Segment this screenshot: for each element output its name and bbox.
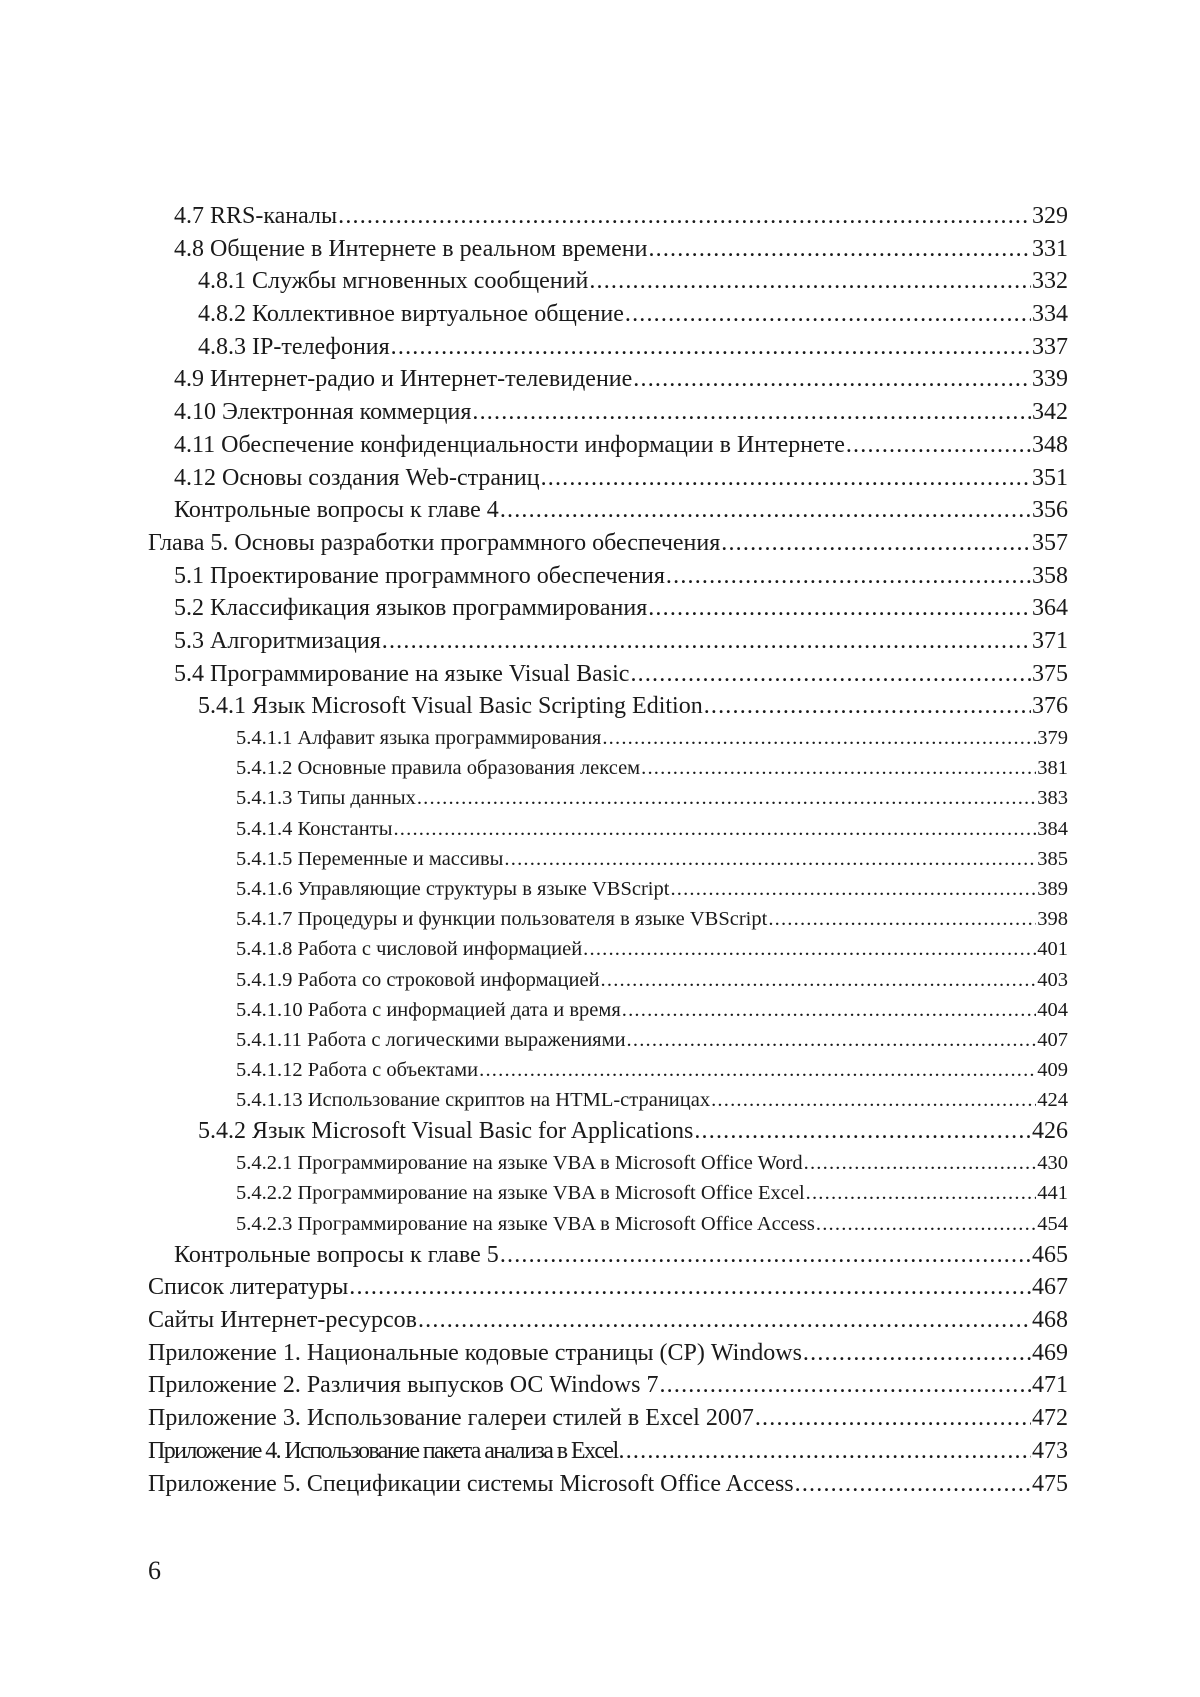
dot-leader: [625, 298, 1031, 331]
dot-leader: [711, 1085, 1036, 1115]
toc-entry: [148, 1178, 1068, 1208]
toc-entry: [148, 1025, 1068, 1055]
dot-leader: [472, 396, 1031, 429]
toc-entry-page: 472: [1032, 1405, 1068, 1432]
toc-entry: [148, 527, 1068, 560]
dot-leader: [806, 1178, 1037, 1208]
toc-entry-title: 4.8.3 IP-телефония: [198, 333, 390, 360]
toc-entry-title: Список литературы: [148, 1274, 349, 1301]
dot-leader: [500, 1239, 1031, 1272]
toc-entry: [148, 1369, 1068, 1402]
toc-entry-title: 4.7 RRS-каналы: [174, 203, 338, 229]
toc-entry-page: 364: [1032, 595, 1068, 622]
toc-entry: [148, 625, 1068, 658]
toc-entry-title: Приложение 1. Национальные кодовые страницы (CP) Windows: [148, 1339, 802, 1366]
dot-leader: [630, 658, 1031, 691]
toc-entry-title: 5.4.1.3 Типы данных: [236, 787, 416, 810]
toc-entry-page: 334: [1032, 301, 1068, 328]
toc-entry-page: 389: [1037, 877, 1068, 900]
dot-leader: [804, 1148, 1037, 1178]
toc-entry: [148, 783, 1068, 813]
dot-leader: [349, 1271, 1031, 1304]
dot-leader: [393, 814, 1036, 844]
dot-leader: [619, 1435, 1031, 1468]
toc-entry: [148, 1304, 1068, 1337]
toc-entry-page: 424: [1037, 1089, 1068, 1112]
dot-leader: [721, 527, 1031, 560]
toc-entry: [148, 1148, 1068, 1178]
dot-leader: [659, 1369, 1031, 1402]
toc-entry-page: 376: [1032, 693, 1068, 720]
toc-entry: [148, 396, 1068, 429]
toc-entry-title: 5.4.2 Язык Microsoft Visual Basic for Applications: [198, 1118, 694, 1145]
toc-entry-title: 4.10 Электронная коммерция: [174, 399, 472, 426]
toc-entry-title: Контрольные вопросы к главе 5: [174, 1241, 499, 1268]
toc-entry-page: 379: [1037, 727, 1068, 749]
toc-entry: [148, 298, 1068, 331]
toc-entry-title: 5.3 Алгоритмизация: [174, 627, 381, 654]
toc-entry-page: 381: [1037, 757, 1068, 780]
toc-entry: [148, 429, 1068, 462]
dot-leader: [666, 560, 1031, 593]
dot-leader: [500, 494, 1031, 527]
toc-entry-title: 5.1 Проектирование программного обеспечения: [174, 562, 665, 589]
toc-entry-page: 426: [1032, 1118, 1068, 1145]
toc-entry-page: 403: [1037, 968, 1068, 991]
toc-entry-title: Контрольные вопросы к главе 4: [174, 497, 499, 524]
toc-entry-title: 5.4.2.1 Программирование на языке VBA в Microsoft Office Word: [236, 1152, 803, 1175]
toc-entry-page: 351: [1032, 464, 1068, 491]
toc-entry-title: Приложение 4. Использование пакета анализа в Excel: [148, 1437, 618, 1464]
toc-entry: [148, 1055, 1068, 1085]
toc-entry-page: 357: [1032, 529, 1068, 556]
toc-entry: [148, 265, 1068, 298]
toc-entry-title: 4.12 Основы создания Web-страниц: [174, 464, 540, 491]
toc-entry-title: 4.8.2 Коллективное виртуальное общение: [198, 301, 624, 328]
toc-entry-page: 468: [1032, 1307, 1068, 1334]
dot-leader: [648, 592, 1031, 625]
dot-leader: [601, 965, 1037, 995]
toc-entry: [148, 658, 1068, 691]
toc-entry-page: 398: [1037, 908, 1068, 931]
toc-entry-title: 4.8 Общение в Интернете в реальном времени: [174, 235, 648, 262]
dot-leader: [418, 1304, 1031, 1337]
toc-entry: [148, 690, 1068, 723]
toc-entry-title: 5.4.1.4 Константы: [236, 817, 393, 840]
toc-entry: [148, 363, 1068, 396]
toc-entry: [148, 331, 1068, 364]
toc-entry: [148, 560, 1068, 593]
toc-entry-title: 4.11 Обеспечение конфиденциальности информации в Интернете: [174, 431, 845, 458]
dot-leader: [382, 625, 1031, 658]
toc-entry: [148, 995, 1068, 1025]
dot-leader: [583, 934, 1036, 964]
toc-entry-page: 329: [1032, 203, 1068, 229]
toc-entry-title: 5.4 Программирование на языке Visual Basic: [174, 660, 630, 687]
toc-entry: [148, 200, 1068, 233]
toc-entry-page: 371: [1032, 627, 1068, 654]
toc-entry: [148, 462, 1068, 495]
toc-entry: [148, 814, 1068, 844]
toc-entry-title: Глава 5. Основы разработки программного обеспечения: [148, 529, 721, 556]
dot-leader: [648, 233, 1031, 266]
toc-entry-title: 4.8.1 Службы мгновенных сообщений: [198, 268, 589, 295]
toc-entry-page: 384: [1037, 817, 1068, 840]
toc-entry-page: 409: [1037, 1059, 1068, 1082]
toc-entry-title: 5.4.1.10 Работа с информацией дата и время: [236, 998, 621, 1021]
dot-leader: [846, 429, 1031, 462]
toc-entry-title: 5.4.1.6 Управляющие структуры в языке VBScript: [236, 877, 670, 900]
toc-entry: [148, 1337, 1068, 1370]
dot-leader: [602, 723, 1036, 753]
toc-entry-page: 385: [1037, 847, 1068, 870]
dot-leader: [795, 1468, 1031, 1501]
toc-entry-page: 337: [1032, 333, 1068, 360]
toc-entry-title: Сайты Интернет-ресурсов: [148, 1307, 417, 1334]
dot-leader: [694, 1115, 1031, 1148]
toc-entry: [148, 904, 1068, 934]
toc-entry-page: 332: [1032, 268, 1068, 295]
toc-entry-page: 441: [1037, 1182, 1068, 1205]
toc-entry-page: 401: [1037, 938, 1068, 961]
toc-entry-page: 375: [1032, 660, 1068, 687]
toc-entry-title: 5.4.1.9 Работа со строковой информацией: [236, 968, 600, 991]
toc-entry-title: 5.4.1.8 Работа с числовой информацией: [236, 938, 583, 961]
toc-entry-page: 358: [1032, 562, 1068, 589]
toc-entry: [148, 723, 1068, 753]
toc-entry: [148, 874, 1068, 904]
toc-entry: [148, 1085, 1068, 1115]
toc-entry-page: 342: [1032, 399, 1068, 426]
toc-entry-page: 339: [1032, 366, 1068, 393]
toc-entry: [148, 1209, 1068, 1239]
toc-entry-title: 5.4.1.13 Использование скриптов на HTML-страницах: [236, 1089, 711, 1112]
toc-entry: [148, 1115, 1068, 1148]
dot-leader: [641, 753, 1036, 783]
toc-entry-title: 5.4.1.7 Процедуры и функции пользователя в языке VBScript: [236, 908, 768, 931]
dot-leader: [704, 690, 1031, 723]
toc-entry-page: 383: [1037, 787, 1068, 810]
toc-entry: [148, 844, 1068, 874]
toc-entry: [148, 1239, 1068, 1272]
dot-leader: [803, 1337, 1031, 1370]
toc-entry-page: 475: [1032, 1470, 1068, 1497]
toc-entry-title: 5.4.1.1 Алфавит языка программирования: [236, 727, 602, 749]
toc-entry-title: 4.9 Интернет-радио и Интернет-телевидение: [174, 366, 633, 393]
dot-leader: [391, 331, 1031, 364]
toc-entry: [148, 1402, 1068, 1435]
dot-leader: [633, 363, 1031, 396]
toc-entry-title: 5.4.1.2 Основные правила образования лексем: [236, 757, 641, 780]
table-of-contents: [148, 200, 1068, 1500]
toc-entry-title: Приложение 2. Различия выпусков ОС Windows 7: [148, 1372, 659, 1399]
toc-entry: [148, 934, 1068, 964]
toc-entry-page: 473: [1032, 1437, 1068, 1464]
dot-leader: [622, 995, 1036, 1025]
toc-entry-page: 454: [1037, 1212, 1068, 1235]
dot-leader: [755, 1402, 1031, 1435]
dot-leader: [417, 783, 1036, 813]
toc-entry-title: 5.4.1.12 Работа с объектами: [236, 1059, 479, 1082]
toc-entry: [148, 1271, 1068, 1304]
toc-entry: [148, 1468, 1068, 1501]
toc-entry-title: Приложение 5. Спецификации системы Microsoft Office Access: [148, 1470, 794, 1497]
page-number: 6: [148, 1556, 161, 1585]
toc-entry: [148, 592, 1068, 625]
toc-entry-page: 407: [1037, 1028, 1068, 1051]
toc-entry-title: 5.4.2.2 Программирование на языке VBA в Microsoft Office Excel: [236, 1182, 805, 1205]
toc-entry: [148, 1435, 1068, 1468]
toc-entry-page: 404: [1037, 998, 1068, 1021]
toc-entry-title: 5.4.1.11 Работа с логическими выражениями: [236, 1028, 626, 1051]
dot-leader: [627, 1025, 1037, 1055]
toc-entry-page: 469: [1032, 1339, 1068, 1366]
dot-leader: [589, 265, 1031, 298]
toc-entry-page: 430: [1037, 1152, 1068, 1175]
toc-entry: [148, 753, 1068, 783]
toc-entry: [148, 494, 1068, 527]
dot-leader: [816, 1209, 1036, 1239]
dot-leader: [504, 844, 1036, 874]
dot-leader: [768, 904, 1036, 934]
toc-entry-page: 465: [1032, 1241, 1068, 1268]
dot-leader: [670, 874, 1036, 904]
toc-entry-page: 467: [1032, 1274, 1068, 1301]
toc-entry-title: 5.4.1.5 Переменные и массивы: [236, 847, 504, 870]
toc-entry-title: 5.2 Классификация языков программирования: [174, 595, 648, 622]
dot-leader: [479, 1055, 1036, 1085]
dot-leader: [541, 462, 1031, 495]
toc-entry-title: 5.4.1 Язык Microsoft Visual Basic Scripting Edition: [198, 693, 703, 720]
toc-entry-page: 331: [1032, 235, 1068, 262]
toc-entry-title: Приложение 3. Использование галереи стилей в Excel 2007: [148, 1405, 754, 1432]
toc-entry-page: 356: [1032, 497, 1068, 524]
toc-entry-page: 471: [1032, 1372, 1068, 1399]
dot-leader: [338, 200, 1031, 233]
toc-entry-title: 5.4.2.3 Программирование на языке VBA в Microsoft Office Access: [236, 1212, 815, 1235]
toc-entry: [148, 233, 1068, 266]
toc-entry-page: 348: [1032, 431, 1068, 458]
toc-entry: [148, 965, 1068, 995]
